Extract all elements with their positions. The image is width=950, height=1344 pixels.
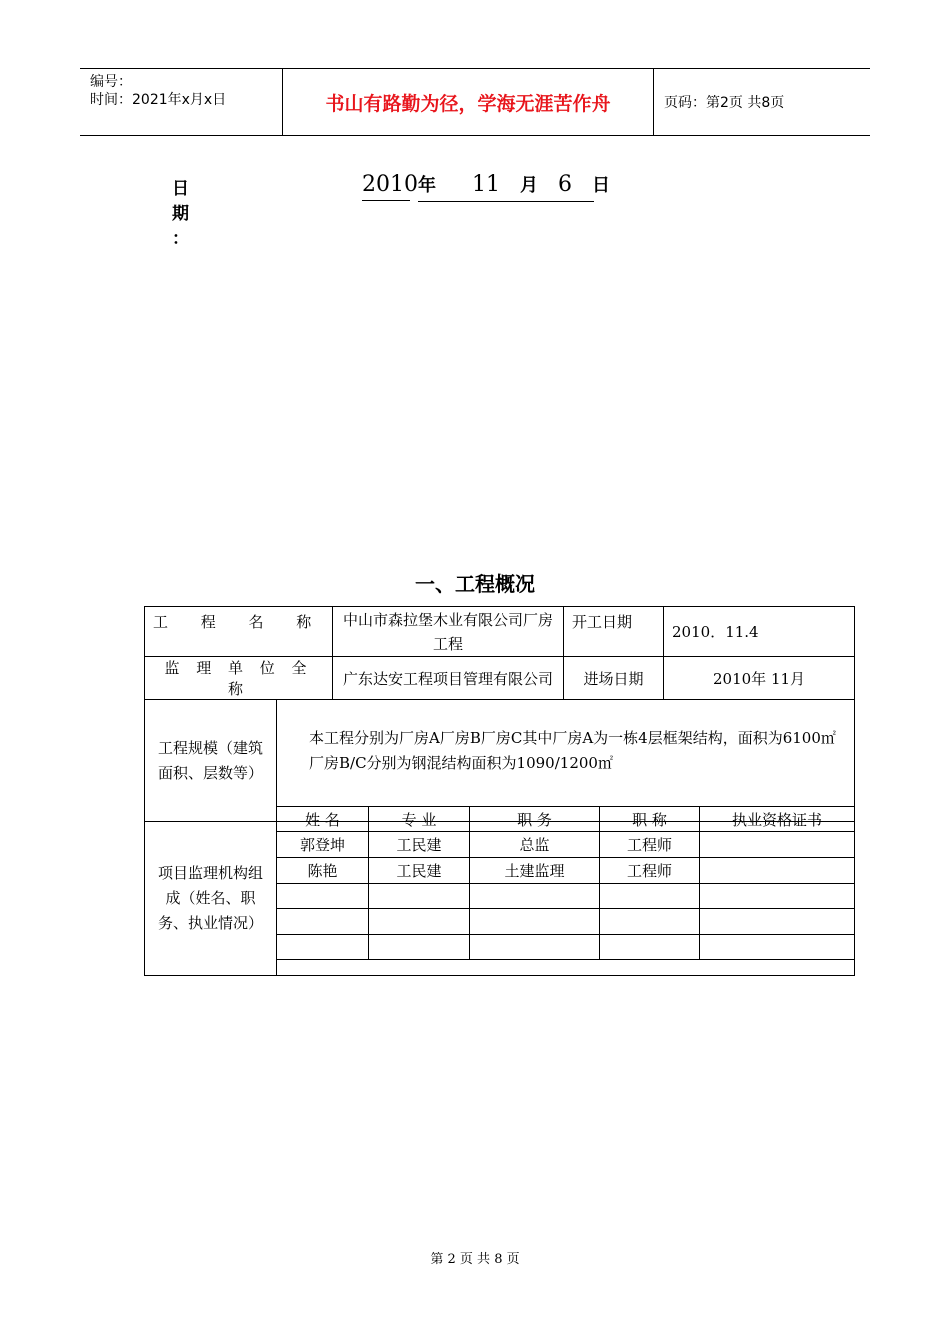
supervisor-value: 广东达安工程项目管理有限公司: [333, 657, 564, 700]
cell-position: 土建监理: [470, 858, 600, 884]
page-footer: 第 2 页 共 8 页: [430, 1252, 520, 1267]
cell-name: 陈艳: [277, 858, 369, 884]
personnel-table: [276, 806, 855, 960]
header-motto: 书山有路勤为径，学海无涯苦作舟: [282, 69, 654, 135]
scale-value: 本工程分别为厂房A厂房B厂房C其中厂房A为一栋4层框架结构，面积为6100㎡厂房B/C分别为钢混结构面积为1090/1200㎡: [277, 700, 855, 822]
project-name-label: 工 程 名 称: [153, 613, 326, 631]
cell-cert: [700, 884, 855, 909]
start-date-label: 开工日期: [564, 607, 664, 657]
cell-cert: [700, 858, 855, 884]
cell-name: 郭登坤: [277, 832, 369, 858]
header-meta: [80, 69, 282, 135]
header-page-number: 页码：第2页 共8页: [664, 95, 785, 111]
project-name-value: 中山市森拉堡木业有限公司厂房工程: [333, 607, 564, 657]
entry-date-label: 进场日期: [564, 657, 664, 700]
cell-cert: [700, 935, 855, 960]
date-year-char: 年: [418, 175, 436, 196]
cell-name: [277, 909, 369, 935]
start-date-value: 2010．11.4: [664, 607, 855, 657]
cell-position: 总监: [470, 832, 600, 858]
cell-position: [470, 884, 600, 909]
date-month-char: 月: [520, 175, 538, 196]
cell-position: [470, 909, 600, 935]
table-row: [277, 884, 855, 909]
doc-time-label: 时间：2021年x月x日: [90, 92, 227, 108]
date-label: 日期：: [172, 179, 241, 249]
col-name-header: 姓 名: [277, 807, 369, 832]
page-header: [80, 68, 870, 136]
table-row: [277, 935, 855, 960]
cell-title: 工程师: [600, 832, 700, 858]
col-cert-header: 执业资格证书: [700, 807, 855, 832]
cell-major: 工民建: [369, 858, 470, 884]
cell-major: [369, 884, 470, 909]
cell-position: [470, 935, 600, 960]
date-rest: [418, 170, 610, 202]
cell-title: [600, 884, 700, 909]
date-day-char: 日: [592, 175, 610, 196]
cell-cert: [700, 909, 855, 935]
entry-date-value: 2010年 11月: [664, 657, 855, 700]
cell-name: [277, 935, 369, 960]
section-title: 一、工程概况: [415, 572, 535, 596]
table-row: [277, 807, 855, 832]
date-year: 2010: [362, 170, 410, 201]
col-major-header: 专 业: [369, 807, 470, 832]
col-title-header: 职 称: [600, 807, 700, 832]
cell-name: [277, 884, 369, 909]
table-row: [145, 657, 855, 700]
cell-cert: [700, 832, 855, 858]
table-row: [145, 700, 855, 822]
table-row: [145, 607, 855, 657]
cell-major: [369, 909, 470, 935]
cell-title: [600, 935, 700, 960]
cell-major: [369, 935, 470, 960]
scale-label: 工程规模（建筑面积、层数等）: [145, 700, 277, 822]
org-label: 项目监理机构组成（姓名、职务、执业情况）: [145, 822, 277, 976]
cell-title: 工程师: [600, 858, 700, 884]
cell-major: 工民建: [369, 832, 470, 858]
col-position-header: 职 务: [470, 807, 600, 832]
date-day: 6: [558, 172, 572, 197]
doc-number-label: 编号：: [90, 74, 132, 90]
table-row: [277, 858, 855, 884]
table-row: [277, 909, 855, 935]
supervisor-label: 监 理 单 位 全 称: [164, 659, 313, 698]
cell-title: [600, 909, 700, 935]
date-month: 11: [472, 172, 500, 197]
table-row: [277, 832, 855, 858]
